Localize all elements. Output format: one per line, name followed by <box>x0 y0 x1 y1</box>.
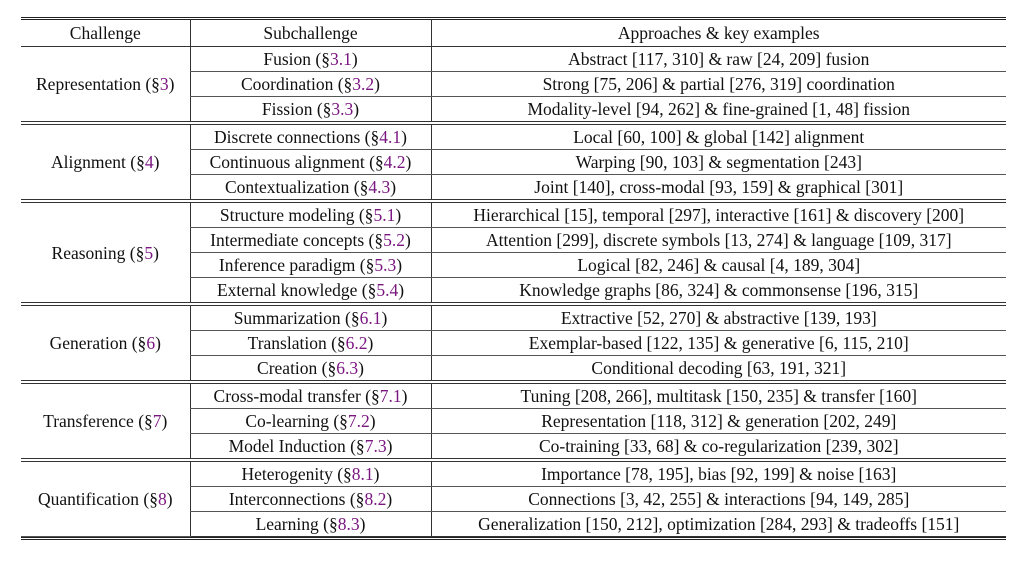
subchallenge-section-link[interactable]: 5.4 <box>376 280 399 300</box>
subchallenge-label: Fusion (§ <box>263 49 330 69</box>
subchallenge-close-paren: ) <box>405 152 412 172</box>
subchallenge-label: Learning (§ <box>255 514 338 534</box>
challenge-cell <box>21 201 190 304</box>
approach-cell: Exemplar-based [122, 135] & generative [6, 115, 210] <box>431 331 1006 356</box>
subchallenge-section-link[interactable]: 8.1 <box>351 464 374 484</box>
subchallenge-close-paren: ) <box>367 333 374 353</box>
subchallenge-cell <box>190 97 431 124</box>
challenge-section-link[interactable]: 5 <box>144 242 154 263</box>
challenge-cell <box>21 123 190 201</box>
approach-cell: Warping [90, 103] & segmentation [243] <box>431 150 1006 175</box>
approach-cell: Conditional decoding [63, 191, 321] <box>431 356 1006 383</box>
header-approaches: Approaches & key examples <box>431 19 1006 47</box>
approach-cell: Extractive [52, 270] & abstractive [139, 193] <box>431 304 1006 331</box>
subchallenge-label: Co-learning (§ <box>245 411 348 431</box>
challenge-section-link[interactable]: 3 <box>159 74 169 94</box>
subchallenge-section-link[interactable]: 3.1 <box>329 49 352 69</box>
subchallenge-close-paren: ) <box>395 205 402 225</box>
subchallenge-section-link[interactable]: 4.2 <box>383 152 406 172</box>
subchallenge-section-link[interactable]: 8.2 <box>364 489 387 509</box>
subchallenge-close-paren: ) <box>396 255 403 275</box>
approach-cell: Tuning [208, 266], multitask [150, 235] & transfer [160] <box>431 382 1006 409</box>
header-subchallenge: Subchallenge <box>190 19 431 47</box>
approach-cell: Modality-level [94, 262] & fine-grained [1, 48] fission <box>431 97 1006 124</box>
approach-cell: Strong [75, 206] & partial [276, 319] coordination <box>431 72 1006 97</box>
subchallenge-close-paren: ) <box>381 308 388 328</box>
challenge-section-link[interactable]: 4 <box>144 152 154 172</box>
table-row <box>21 304 1006 331</box>
subchallenge-cell <box>190 460 431 487</box>
challenge-section-link[interactable]: 7 <box>152 411 162 431</box>
subchallenge-cell <box>190 228 431 253</box>
subchallenge-label: Inference paradigm (§ <box>218 255 375 275</box>
challenge-label: Representation (§ <box>36 74 160 94</box>
subchallenge-section-link[interactable]: 5.1 <box>373 205 396 225</box>
subchallenge-section-link[interactable]: 7.2 <box>347 411 370 431</box>
subchallenge-cell <box>190 331 431 356</box>
challenge-close-paren: ) <box>153 242 159 263</box>
subchallenge-section-link[interactable]: 3.3 <box>331 99 354 119</box>
subchallenge-cell <box>190 434 431 461</box>
subchallenge-label: Translation (§ <box>247 333 346 353</box>
subchallenge-cell <box>190 512 431 537</box>
subchallenge-label: Intermediate concepts (§ <box>210 230 384 250</box>
challenge-cell <box>21 382 190 460</box>
challenge-close-paren: ) <box>155 333 161 353</box>
subchallenge-section-link[interactable]: 6.3 <box>336 358 359 378</box>
approach-cell: Logical [82, 246] & causal [4, 189, 304] <box>431 253 1006 278</box>
subchallenge-section-link[interactable]: 4.1 <box>379 127 402 147</box>
challenge-label: Reasoning (§ <box>51 242 145 263</box>
challenge-cell <box>21 304 190 382</box>
approach-cell: Knowledge graphs [86, 324] & commonsense [196, 315] <box>431 278 1006 305</box>
subchallenge-close-paren: ) <box>386 436 393 456</box>
subchallenge-label: Continuous alignment (§ <box>209 152 384 172</box>
challenge-cell <box>21 460 190 537</box>
approach-cell: Importance [78, 195], bias [92, 199] & noise [163] <box>431 460 1006 487</box>
challenge-section-link[interactable]: 6 <box>146 333 156 353</box>
subchallenge-cell <box>190 304 431 331</box>
subchallenge-close-paren: ) <box>398 280 405 300</box>
subchallenge-label: Creation (§ <box>257 358 337 378</box>
approach-cell: Abstract [117, 310] & raw [24, 209] fusion <box>431 47 1006 72</box>
subchallenge-close-paren: ) <box>373 464 380 484</box>
subchallenge-label: Model Induction (§ <box>228 436 365 456</box>
subchallenge-section-link[interactable]: 4.3 <box>368 177 391 197</box>
subchallenge-label: Contextualization (§ <box>224 177 369 197</box>
subchallenge-section-link[interactable]: 3.2 <box>352 74 375 94</box>
subchallenge-close-paren: ) <box>353 99 360 119</box>
subchallenge-cell <box>190 409 431 434</box>
subchallenge-close-paren: ) <box>386 489 393 509</box>
subchallenge-cell <box>190 123 431 150</box>
approach-cell: Representation [118, 312] & generation [202, 249] <box>431 409 1006 434</box>
subchallenge-cell <box>190 382 431 409</box>
subchallenge-close-paren: ) <box>401 386 408 406</box>
subchallenge-close-paren: ) <box>359 514 366 534</box>
approach-cell: Local [60, 100] & global [142] alignment <box>431 123 1006 150</box>
subchallenge-section-link[interactable]: 7.1 <box>379 386 402 406</box>
challenge-close-paren: ) <box>161 411 168 431</box>
approach-cell: Joint [140], cross-modal [93, 159] & graphical [301] <box>431 175 1006 202</box>
subchallenge-cell <box>190 201 431 228</box>
table-row <box>21 47 1006 72</box>
table-row <box>21 123 1006 150</box>
subchallenge-section-link[interactable]: 5.3 <box>374 255 397 275</box>
subchallenge-label: Cross-modal transfer (§ <box>213 386 380 406</box>
subchallenge-section-link[interactable]: 5.2 <box>383 230 406 250</box>
table-row <box>21 382 1006 409</box>
approach-cell: Generalization [150, 212], optimization [284, 293] & tradeoffs [151] <box>431 512 1006 537</box>
subchallenge-close-paren: ) <box>401 127 407 147</box>
approach-cell: Connections [3, 42, 255] & interactions [94, 149, 285] <box>431 487 1006 512</box>
challenge-label: Transference (§ <box>43 411 153 431</box>
subchallenge-section-link[interactable]: 7.3 <box>364 436 387 456</box>
approach-cell: Attention [299], discrete symbols [13, 274] & language [109, 317] <box>431 228 1006 253</box>
challenge-label: Alignment (§ <box>51 152 145 172</box>
subchallenge-label: Summarization (§ <box>233 308 360 328</box>
subchallenge-label: Coordination (§ <box>240 74 353 94</box>
subchallenge-cell <box>190 487 431 512</box>
approach-cell: Co-training [33, 68] & co-regularization [239, 302] <box>431 434 1006 461</box>
challenge-section-link[interactable]: 8 <box>157 489 167 509</box>
subchallenge-close-paren: ) <box>369 411 376 431</box>
table-row <box>21 201 1006 228</box>
subchallenge-label: Heterogenity (§ <box>241 464 352 484</box>
taxonomy-table-wrapper <box>21 17 1006 540</box>
subchallenge-cell <box>190 356 431 383</box>
subchallenge-close-paren: ) <box>405 230 411 250</box>
challenge-close-paren: ) <box>166 489 173 509</box>
challenge-label: Quantification (§ <box>37 489 158 509</box>
subchallenge-close-paren: ) <box>390 177 397 197</box>
header-row <box>21 19 1006 47</box>
table-body <box>21 47 1006 537</box>
subchallenge-label: Interconnections (§ <box>228 489 365 509</box>
header-challenge: Challenge <box>21 19 190 47</box>
table-row <box>21 460 1006 487</box>
challenge-close-paren: ) <box>153 152 160 172</box>
subchallenge-close-paren: ) <box>374 74 380 94</box>
subchallenge-label: Discrete connections (§ <box>214 127 380 147</box>
challenge-cell <box>21 47 190 124</box>
subchallenge-close-paren: ) <box>358 358 364 378</box>
subchallenge-close-paren: ) <box>351 49 358 69</box>
challenge-close-paren: ) <box>168 74 175 94</box>
subchallenge-section-link[interactable]: 6.2 <box>345 333 368 353</box>
subchallenge-cell <box>190 150 431 175</box>
subchallenge-cell <box>190 72 431 97</box>
subchallenge-section-link[interactable]: 6.1 <box>359 308 382 328</box>
challenge-label: Generation (§ <box>49 333 147 353</box>
subchallenge-section-link[interactable]: 8.3 <box>337 514 360 534</box>
taxonomy-table <box>21 17 1006 537</box>
subchallenge-cell <box>190 47 431 72</box>
approach-cell: Hierarchical [15], temporal [297], interactive [161] & discovery [200] <box>431 201 1006 228</box>
subchallenge-label: Fission (§ <box>261 99 332 119</box>
bottom-rule <box>21 537 1006 540</box>
subchallenge-label: Structure modeling (§ <box>219 205 374 225</box>
subchallenge-cell <box>190 175 431 202</box>
subchallenge-cell <box>190 253 431 278</box>
subchallenge-cell <box>190 278 431 305</box>
subchallenge-label: External knowledge (§ <box>216 280 377 300</box>
